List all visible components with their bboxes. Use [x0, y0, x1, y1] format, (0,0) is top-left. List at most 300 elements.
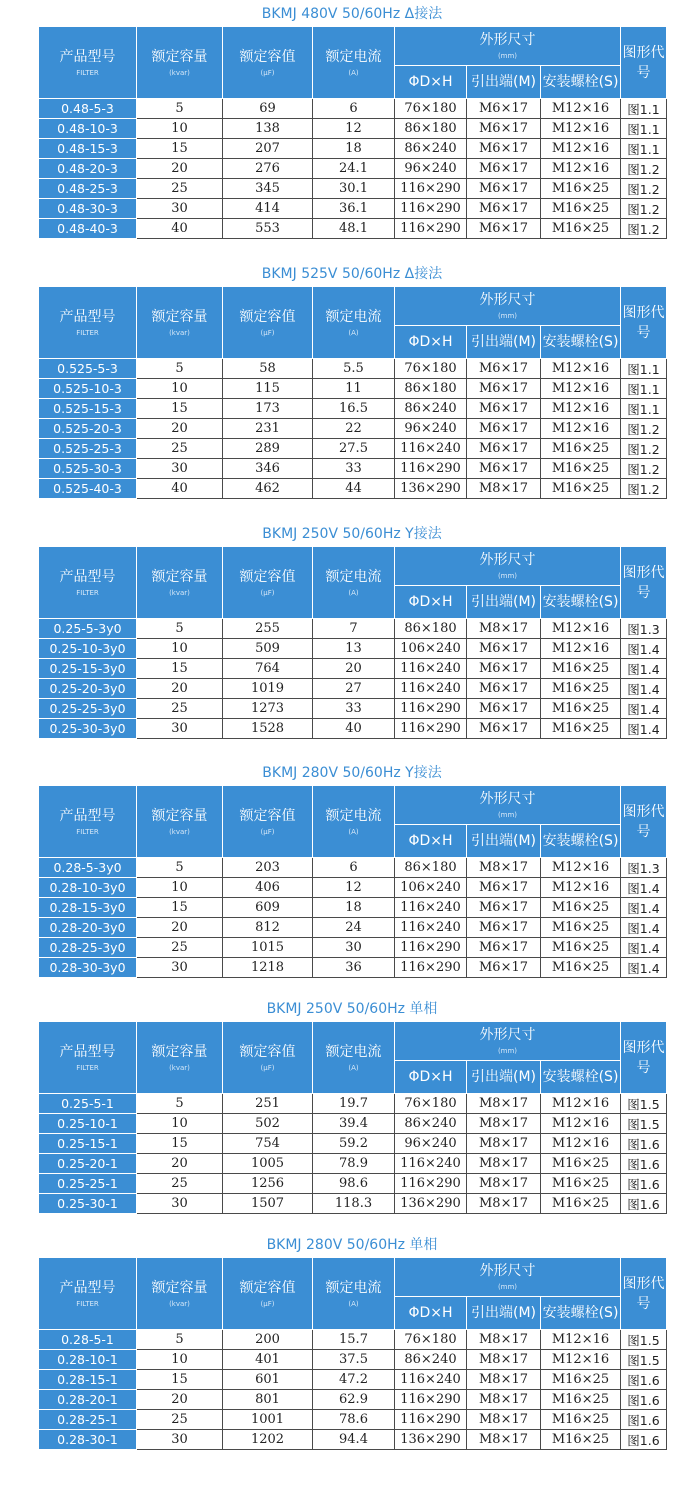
bolt-cell: M12×16: [541, 639, 621, 659]
terminal-cell: M8×17: [467, 1350, 541, 1370]
header-diameter-height: [395, 1061, 467, 1094]
figure-cell: 图1.2: [621, 439, 667, 459]
header-dimensions-unit: (mm): [497, 572, 518, 580]
bolt-cell: M16×25: [541, 719, 621, 739]
current-cell: 19.7: [313, 1094, 395, 1114]
header-terminal: [467, 1297, 541, 1330]
bolt-cell: M12×16: [541, 1134, 621, 1154]
header-current-label: 额定电流: [325, 568, 382, 585]
header-bolt-label: 安装螺栓(S): [542, 833, 619, 849]
current-cell: 39.4: [313, 1114, 395, 1134]
header-current: [313, 1258, 395, 1330]
terminal-cell: M8×17: [467, 858, 541, 878]
dimension-cell: 116×290: [395, 1410, 467, 1430]
capacity-cell: 20: [137, 1154, 223, 1174]
bolt-cell: M12×16: [541, 139, 621, 159]
figure-cell: 图1.4: [621, 898, 667, 918]
dimension-cell: 76×180: [395, 99, 467, 119]
capacity-cell: 30: [137, 1194, 223, 1214]
capacitance-cell: 1202: [223, 1430, 313, 1450]
figure-cell: 图1.3: [621, 858, 667, 878]
figure-cell: 图1.4: [621, 659, 667, 679]
header-terminal: [467, 825, 541, 858]
dimension-cell: 116×240: [395, 659, 467, 679]
dimension-cell: 136×290: [395, 1194, 467, 1214]
header-dimensions-label: 外形尺寸: [479, 292, 536, 308]
header-capacity-unit: (kvar): [169, 1063, 190, 1072]
dimension-cell: 76×180: [395, 359, 467, 379]
header-capacitance: [223, 547, 313, 619]
model-cell: 0.28-25-3y0: [39, 938, 137, 958]
header-capacitance: [223, 786, 313, 858]
capacity-cell: 20: [137, 1390, 223, 1410]
bolt-cell: M16×25: [541, 958, 621, 978]
bolt-cell: M16×25: [541, 1370, 621, 1390]
table-row: [39, 1350, 667, 1370]
capacitance-cell: 203: [223, 858, 313, 878]
header-terminal: [467, 1061, 541, 1094]
bolt-cell: M16×25: [541, 1410, 621, 1430]
dimension-cell: 116×240: [395, 1370, 467, 1390]
dimension-cell: 86×240: [395, 1350, 467, 1370]
header-dimensions-label: 外形尺寸: [479, 791, 536, 807]
capacity-cell: 15: [137, 898, 223, 918]
spec-table-section: [38, 522, 666, 739]
terminal-cell: M8×17: [467, 1174, 541, 1194]
header-diameter-height: [395, 586, 467, 619]
header-model: [39, 1022, 137, 1094]
header-current-unit: (A): [348, 588, 359, 597]
current-cell: 59.2: [313, 1134, 395, 1154]
header-dimensions-unit: (mm): [497, 1047, 518, 1055]
header-capacitance-unit: (μF): [260, 68, 275, 77]
figure-cell: 图1.2: [621, 419, 667, 439]
dimension-cell: 86×180: [395, 858, 467, 878]
bolt-cell: M12×16: [541, 1114, 621, 1134]
bolt-cell: M16×25: [541, 1194, 621, 1214]
model-cell: 0.28-20-1: [39, 1390, 137, 1410]
header-capacitance: [223, 1258, 313, 1330]
model-cell: 0.25-15-1: [39, 1134, 137, 1154]
current-cell: 78.9: [313, 1154, 395, 1174]
capacitance-cell: 1001: [223, 1410, 313, 1430]
capacity-cell: 15: [137, 1370, 223, 1390]
capacity-cell: 15: [137, 139, 223, 159]
header-model-unit: FILTER: [76, 1299, 99, 1308]
header-current: [313, 287, 395, 359]
bolt-cell: M16×25: [541, 179, 621, 199]
terminal-cell: M6×17: [467, 119, 541, 139]
capacitance-cell: 1256: [223, 1174, 313, 1194]
dimension-cell: 116×240: [395, 679, 467, 699]
dimension-cell: 116×290: [395, 1390, 467, 1410]
dimension-cell: 116×290: [395, 938, 467, 958]
terminal-cell: M6×17: [467, 159, 541, 179]
header-capacity-unit: (kvar): [169, 68, 190, 77]
table-row: [39, 99, 667, 119]
model-cell: 0.525-30-3: [39, 459, 137, 479]
terminal-cell: M6×17: [467, 679, 541, 699]
current-cell: 78.6: [313, 1410, 395, 1430]
table-row: [39, 419, 667, 439]
figure-cell: 图1.5: [621, 1330, 667, 1350]
table-row: [39, 898, 667, 918]
capacitance-cell: 502: [223, 1114, 313, 1134]
dimension-cell: 76×180: [395, 1094, 467, 1114]
bolt-cell: M12×16: [541, 99, 621, 119]
header-model-label: 产品型号: [59, 807, 116, 824]
spec-table-section: [38, 2, 666, 239]
header-terminal-label: 引出端(M): [470, 74, 536, 90]
capacity-cell: 25: [137, 699, 223, 719]
header-capacity-label: 额定容量: [151, 1043, 208, 1060]
header-diameter-height-label: ΦD×H: [408, 594, 453, 610]
header-figure: [621, 1258, 667, 1330]
header-dimensions: [395, 27, 621, 66]
header-current-unit: (A): [348, 1063, 359, 1072]
header-capacitance-unit: (μF): [260, 328, 275, 337]
current-cell: 12: [313, 878, 395, 898]
header-diameter-height: [395, 66, 467, 99]
bolt-cell: M12×16: [541, 1094, 621, 1114]
dimension-cell: 116×290: [395, 179, 467, 199]
header-diameter-height-label: ΦD×H: [408, 833, 453, 849]
header-terminal: [467, 586, 541, 619]
figure-cell: 图1.6: [621, 1154, 667, 1174]
model-cell: 0.28-30-1: [39, 1430, 137, 1450]
header-capacitance-unit: (μF): [260, 827, 275, 836]
capacity-cell: 30: [137, 199, 223, 219]
terminal-cell: M6×17: [467, 219, 541, 239]
capacity-cell: 5: [137, 99, 223, 119]
dimension-cell: 116×290: [395, 199, 467, 219]
current-cell: 40: [313, 719, 395, 739]
header-figure: [621, 547, 667, 619]
bolt-cell: M16×25: [541, 219, 621, 239]
bolt-cell: M16×25: [541, 459, 621, 479]
header-diameter-height: [395, 825, 467, 858]
header-capacity: [137, 1022, 223, 1094]
capacity-cell: 15: [137, 399, 223, 419]
figure-cell: 图1.6: [621, 1410, 667, 1430]
capacity-cell: 30: [137, 1430, 223, 1450]
capacity-cell: 10: [137, 1350, 223, 1370]
capacitance-cell: 401: [223, 1350, 313, 1370]
capacitance-cell: 1019: [223, 679, 313, 699]
table-row: [39, 459, 667, 479]
model-cell: 0.25-30-3y0: [39, 719, 137, 739]
model-cell: 0.525-25-3: [39, 439, 137, 459]
terminal-cell: M6×17: [467, 399, 541, 419]
header-capacity-label: 额定容量: [151, 48, 208, 65]
header-diameter-height-label: ΦD×H: [408, 1069, 453, 1085]
table-row: [39, 119, 667, 139]
figure-cell: 图1.1: [621, 359, 667, 379]
capacity-cell: 10: [137, 639, 223, 659]
capacitance-cell: 1507: [223, 1194, 313, 1214]
table-row: [39, 179, 667, 199]
dimension-cell: 86×240: [395, 1114, 467, 1134]
terminal-cell: M6×17: [467, 898, 541, 918]
header-bolt-label: 安装螺栓(S): [542, 334, 619, 350]
current-cell: 118.3: [313, 1194, 395, 1214]
terminal-cell: M6×17: [467, 199, 541, 219]
model-cell: 0.25-5-1: [39, 1094, 137, 1114]
figure-cell: 图1.4: [621, 918, 667, 938]
header-capacitance-label: 额定容值: [239, 1043, 296, 1060]
capacitance-cell: 251: [223, 1094, 313, 1114]
dimension-cell: 96×240: [395, 419, 467, 439]
capacitance-cell: 255: [223, 619, 313, 639]
header-capacitance-label: 额定容值: [239, 568, 296, 585]
model-cell: 0.525-10-3: [39, 379, 137, 399]
current-cell: 98.6: [313, 1174, 395, 1194]
terminal-cell: M6×17: [467, 659, 541, 679]
table-row: [39, 399, 667, 419]
header-current-label: 额定电流: [325, 48, 382, 65]
bolt-cell: M12×16: [541, 858, 621, 878]
header-figure: [621, 1022, 667, 1094]
figure-cell: 图1.1: [621, 99, 667, 119]
header-current-unit: (A): [348, 1299, 359, 1308]
header-dimensions: [395, 547, 621, 586]
dimension-cell: 96×240: [395, 1134, 467, 1154]
dimension-cell: 116×240: [395, 1154, 467, 1174]
model-cell: 0.25-10-3y0: [39, 639, 137, 659]
dimension-cell: 116×290: [395, 219, 467, 239]
header-capacitance-unit: (μF): [260, 1299, 275, 1308]
header-model-label: 产品型号: [59, 568, 116, 585]
model-cell: 0.48-20-3: [39, 159, 137, 179]
figure-cell: 图1.6: [621, 1174, 667, 1194]
terminal-cell: M6×17: [467, 359, 541, 379]
capacitance-cell: 801: [223, 1390, 313, 1410]
current-cell: 5.5: [313, 359, 395, 379]
capacity-cell: 25: [137, 439, 223, 459]
figure-cell: 图1.2: [621, 179, 667, 199]
bolt-cell: M12×16: [541, 419, 621, 439]
table-row: [39, 938, 667, 958]
header-model-unit: FILTER: [76, 827, 99, 836]
terminal-cell: M6×17: [467, 379, 541, 399]
header-current-unit: (A): [348, 827, 359, 836]
bolt-cell: M12×16: [541, 159, 621, 179]
current-cell: 33: [313, 699, 395, 719]
header-diameter-height: [395, 1297, 467, 1330]
model-cell: 0.28-30-3y0: [39, 958, 137, 978]
terminal-cell: M6×17: [467, 918, 541, 938]
current-cell: 62.9: [313, 1390, 395, 1410]
capacity-cell: 5: [137, 359, 223, 379]
header-capacity-unit: (kvar): [169, 328, 190, 337]
bolt-cell: M12×16: [541, 119, 621, 139]
model-cell: 0.525-5-3: [39, 359, 137, 379]
model-cell: 0.25-25-1: [39, 1174, 137, 1194]
current-cell: 22: [313, 419, 395, 439]
header-bolt-label: 安装螺栓(S): [542, 594, 619, 610]
table-row: [39, 958, 667, 978]
bolt-cell: M12×16: [541, 399, 621, 419]
capacity-cell: 20: [137, 679, 223, 699]
figure-cell: 图1.4: [621, 639, 667, 659]
dimension-cell: 116×240: [395, 439, 467, 459]
figure-cell: 图1.5: [621, 1350, 667, 1370]
table-row: [39, 379, 667, 399]
dimension-cell: 106×240: [395, 878, 467, 898]
capacity-cell: 5: [137, 619, 223, 639]
table-row: [39, 1114, 667, 1134]
current-cell: 30.1: [313, 179, 395, 199]
capacitance-cell: 406: [223, 878, 313, 898]
terminal-cell: M8×17: [467, 1370, 541, 1390]
current-cell: 36: [313, 958, 395, 978]
capacity-cell: 10: [137, 119, 223, 139]
table-row: [39, 1094, 667, 1114]
capacity-cell: 10: [137, 1114, 223, 1134]
current-cell: 44: [313, 479, 395, 499]
capacitance-cell: 462: [223, 479, 313, 499]
header-diameter-height-label: ΦD×H: [408, 74, 453, 90]
model-cell: 0.25-15-3y0: [39, 659, 137, 679]
current-cell: 24.1: [313, 159, 395, 179]
terminal-cell: M8×17: [467, 479, 541, 499]
capacitance-cell: 200: [223, 1330, 313, 1350]
dimension-cell: 116×290: [395, 459, 467, 479]
table-row: [39, 439, 667, 459]
table-row: [39, 1410, 667, 1430]
table-row: [39, 1194, 667, 1214]
dimension-cell: 86×180: [395, 119, 467, 139]
header-capacity-label: 额定容量: [151, 1279, 208, 1296]
table-row: [39, 479, 667, 499]
figure-cell: 图1.4: [621, 679, 667, 699]
header-current: [313, 547, 395, 619]
capacitance-cell: 553: [223, 219, 313, 239]
header-capacitance-label: 额定容值: [239, 807, 296, 824]
model-cell: 0.28-5-1: [39, 1330, 137, 1350]
terminal-cell: M6×17: [467, 639, 541, 659]
figure-cell: 图1.4: [621, 719, 667, 739]
header-dimensions-unit: (mm): [497, 52, 518, 60]
spec-table: [38, 286, 667, 499]
terminal-cell: M8×17: [467, 1194, 541, 1214]
capacity-cell: 25: [137, 1410, 223, 1430]
header-figure-label: 图形代号: [622, 1275, 665, 1312]
header-capacitance-label: 额定容值: [239, 48, 296, 65]
figure-cell: 图1.1: [621, 119, 667, 139]
header-figure-label: 图形代号: [622, 564, 665, 601]
model-cell: 0.28-25-1: [39, 1410, 137, 1430]
bolt-cell: M16×25: [541, 1154, 621, 1174]
bolt-cell: M12×16: [541, 1330, 621, 1350]
header-capacitance: [223, 27, 313, 99]
header-dimensions-label: 外形尺寸: [479, 1027, 536, 1043]
dimension-cell: 86×180: [395, 379, 467, 399]
spec-table-section: [38, 1233, 666, 1450]
terminal-cell: M8×17: [467, 1390, 541, 1410]
capacity-cell: 20: [137, 419, 223, 439]
header-model-unit: FILTER: [76, 588, 99, 597]
table-row: [39, 659, 667, 679]
header-model-unit: FILTER: [76, 68, 99, 77]
spec-table: [38, 785, 667, 978]
model-cell: 0.48-5-3: [39, 99, 137, 119]
model-cell: 0.48-10-3: [39, 119, 137, 139]
capacity-cell: 30: [137, 459, 223, 479]
terminal-cell: M6×17: [467, 179, 541, 199]
bolt-cell: M12×16: [541, 379, 621, 399]
current-cell: 27.5: [313, 439, 395, 459]
table-row: [39, 1154, 667, 1174]
header-terminal-label: 引出端(M): [470, 594, 536, 610]
dimension-cell: 96×240: [395, 159, 467, 179]
header-model-label: 产品型号: [59, 1043, 116, 1060]
model-cell: 0.25-30-1: [39, 1194, 137, 1214]
table-row: [39, 1370, 667, 1390]
header-figure: [621, 287, 667, 359]
header-dimensions: [395, 1022, 621, 1061]
header-capacity-unit: (kvar): [169, 1299, 190, 1308]
terminal-cell: M8×17: [467, 1154, 541, 1174]
capacity-cell: 40: [137, 479, 223, 499]
header-capacitance: [223, 1022, 313, 1094]
table-row: [39, 1390, 667, 1410]
model-cell: 0.28-5-3y0: [39, 858, 137, 878]
bolt-cell: M16×25: [541, 918, 621, 938]
figure-cell: 图1.1: [621, 139, 667, 159]
figure-cell: 图1.5: [621, 1094, 667, 1114]
figure-cell: 图1.4: [621, 878, 667, 898]
capacitance-cell: 812: [223, 918, 313, 938]
model-cell: 0.25-20-1: [39, 1154, 137, 1174]
bolt-cell: M16×25: [541, 679, 621, 699]
terminal-cell: M6×17: [467, 459, 541, 479]
model-cell: 0.28-20-3y0: [39, 918, 137, 938]
dimension-cell: 116×290: [395, 1174, 467, 1194]
capacitance-cell: 1218: [223, 958, 313, 978]
header-dimensions: [395, 287, 621, 326]
bolt-cell: M12×16: [541, 359, 621, 379]
bolt-cell: M16×25: [541, 439, 621, 459]
figure-cell: 图1.1: [621, 379, 667, 399]
figure-cell: 图1.3: [621, 619, 667, 639]
current-cell: 27: [313, 679, 395, 699]
header-bolt: [541, 1297, 621, 1330]
header-capacity: [137, 1258, 223, 1330]
header-model-label: 产品型号: [59, 308, 116, 325]
terminal-cell: M6×17: [467, 99, 541, 119]
figure-cell: 图1.6: [621, 1390, 667, 1410]
header-capacity: [137, 547, 223, 619]
terminal-cell: M6×17: [467, 699, 541, 719]
capacity-cell: 25: [137, 938, 223, 958]
capacitance-cell: 414: [223, 199, 313, 219]
model-cell: 0.48-30-3: [39, 199, 137, 219]
terminal-cell: M8×17: [467, 619, 541, 639]
capacity-cell: 5: [137, 1094, 223, 1114]
spec-table-section: [38, 761, 666, 978]
header-capacitance-label: 额定容值: [239, 1279, 296, 1296]
table-row: [39, 858, 667, 878]
table-title: BKMJ 250V 50/60Hz Y接法: [262, 526, 442, 542]
spec-table: [38, 26, 667, 239]
capacity-cell: 20: [137, 159, 223, 179]
table-row: [39, 139, 667, 159]
capacity-cell: 30: [137, 958, 223, 978]
header-bolt: [541, 66, 621, 99]
dimension-cell: 136×290: [395, 479, 467, 499]
header-model-unit: FILTER: [76, 328, 99, 337]
